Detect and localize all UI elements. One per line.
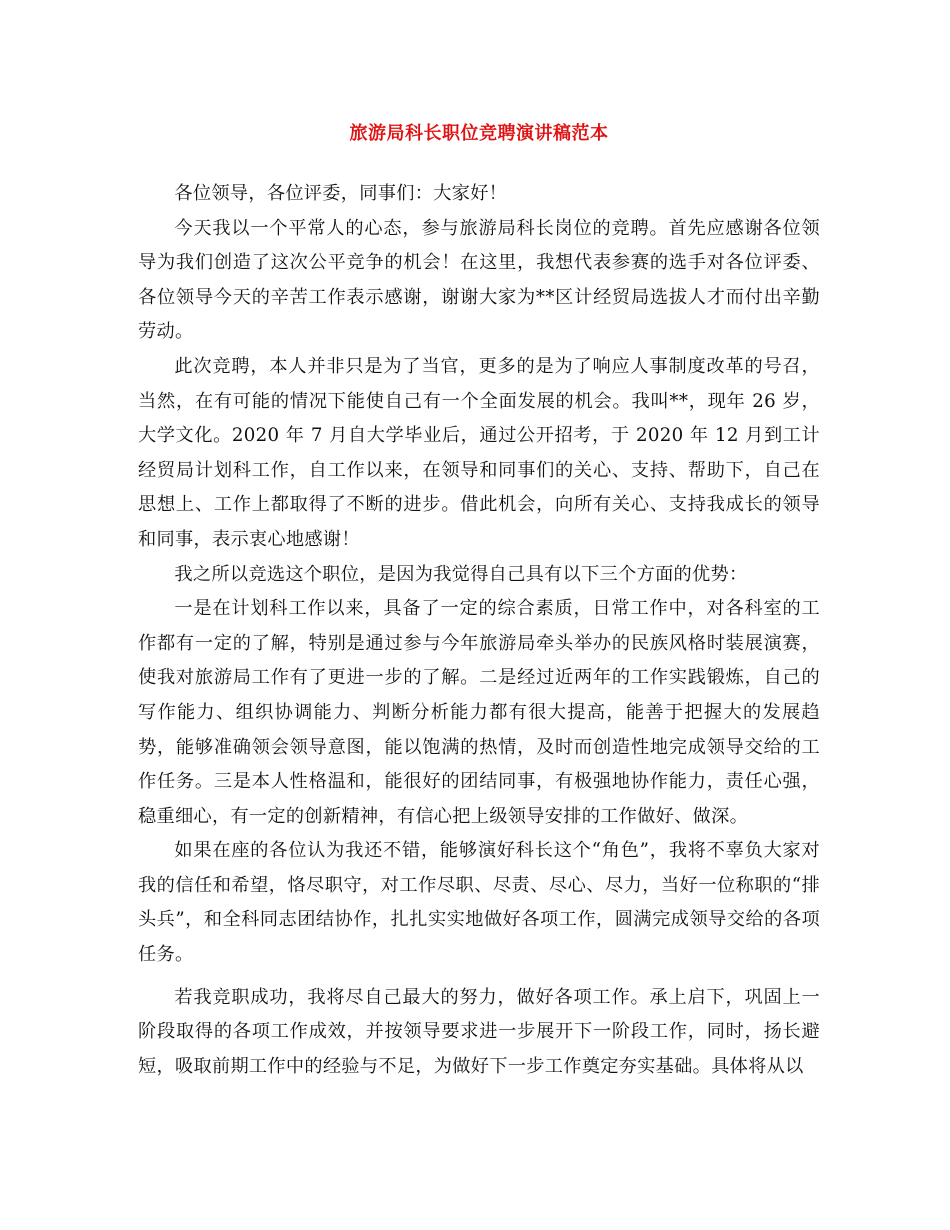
paragraph-greeting: 各位领导，各位评委，同事们：大家好！ <box>174 183 508 204</box>
paragraph-commitment: 如果在座的各位认为我还不错，能够演好科长这个“角色”，我将不辜负大家对我的信任和希望，恪尽职守，对工作尽职、尽责、尽心、尽力，当好一位称职的“排头兵”，和全科同志团结协作，扎扎实实地做好各项工作，圆满完成领导交给的各项任务。 <box>138 840 820 966</box>
paragraph-reason: 我之所以竞选这个职位，是因为我觉得自己具有以下三个方面的优势： <box>174 563 748 585</box>
document-title: 旅游局科长职位竞聘演讲稿范本 <box>349 123 609 144</box>
paragraph-strengths: 一是在计划科工作以来，具备了一定的综合素质，日常工作中，对各科室的工作都有一定的了解，特别是通过参与今年旅游局牵头举办的民族风格时装展演赛，使我对旅游局工作有了更进一步的了解。二是经过近两年的工作实践锻炼，自己的写作能力、组织协调能力、判断分析能力都有很大提高，能善于把握大的发展趋势，能够准确领会领导意图，能以饱满的热情，及时而创造性地完成领导交给的工作任务。三是本人性格温和，能很好的团结同事，有极强地协作能力，责任心强，稳重细心，有一定的创新精神，有信心把上级领导安排的工作做好、做深。 <box>138 598 820 827</box>
paragraph-opening: 今天我以一个平常人的心态，参与旅游局科长岗位的竞聘。首先应感谢各位领导为我们创造了这次公平竞争的机会！在这里，我想代表参赛的选手对各位评委、各位领导今天的辛苦工作表示感谢，谢谢大家为**区计经贸局选拔人才而付出辛勤劳动。 <box>138 217 820 343</box>
paragraph-background: 此次竞聘，本人并非只是为了当官，更多的是为了响应人事制度改革的号召，当然，在有可能的情况下能使自己有一个全面发展的机会。我叫**，现年 26 岁，大学文化。2020 年 7 月自大学毕业后，通过公开招考，于 2020 年 12 月到工计经贸局计划科工作，自工作以来，在领导和同事们的关心、支持、帮助下，自己在思想上、工作上都取得了不断的进步。借此机会，向所有关心、支持我成长的领导和同事，表示衷心地感谢！ <box>138 355 820 550</box>
paragraph-plan: 若我竞职成功，我将尽自己最大的努力，做好各项工作。承上启下，巩固上一阶段取得的各项工作成效，并按领导要求进一步展开下一阶段工作，同时，扬长避短，吸取前期工作中的经验与不足，为做好下一步工作奠定夯实基础。具体将从以 <box>138 986 820 1077</box>
